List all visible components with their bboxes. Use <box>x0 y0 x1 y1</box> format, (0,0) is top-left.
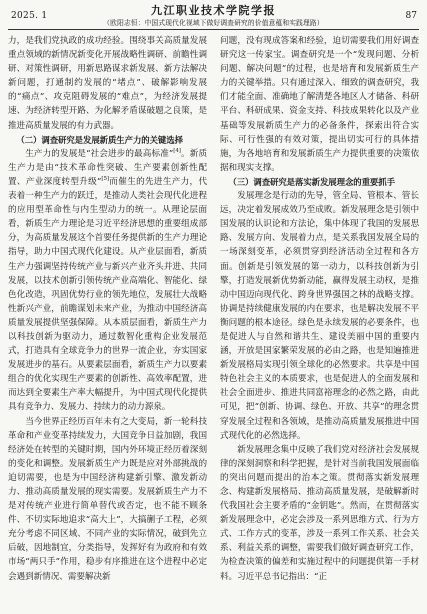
section-heading-3: （三）调查研究是落实新发展理念的重要抓手 <box>228 176 395 187</box>
citation-5: [5] <box>101 176 110 183</box>
section-heading-2: （二）调查研究是发展新质生产力的关键选择 <box>16 134 183 145</box>
citation-4: [4] <box>173 147 181 154</box>
running-header <box>0 0 427 30</box>
journal-title: 九江职业技术学院学报 <box>151 4 276 17</box>
article-running-title: （欧阳志恒：中国式现代化视域下做好调查研究的价值意蕴和实践理路） <box>103 19 324 27</box>
left-paragraph-3: 当今世界正经历百年未有之大变局，新一轮科技革命和产业变革持续发力，大国竞争日益加剧，我国经济处在转型的关键时期，国内外环境正经历着深刻的变化和调整。发展新质生产力既是应对外部挑战的迫切需要，也是为中国经济构建新引擎、激发新动力、推动高质量发展的现实需要。发展新质生产力不是对传统产业进行简单替代或否定，也不能不顾条件、不切实际地追求“高大上”，大搞蒯子工程，必须充分考虑不同区域、不同产业的实际情况，破到先立后破，因地制宜，分类指导，发挥好有为政府和有效市场“两只手”作用，稳步有序推进在这个进程中必定会遇到新情况、需要解决新 <box>8 416 207 582</box>
issue-number: 2025. 1 <box>11 11 48 21</box>
left-column <box>8 34 207 608</box>
right-paragraph-3: 新发展理念集中反映了我们党对经济社会发展规律的深刻洞察和科学把握，是针对当前我国发展面临的突出问题而提出的治本之策。贯彻落实新发展理念、构建新发展格局、推动高质量发展，是破解新时代我国社会主要矛盾的“金钥匙”。然而，在贯彻落实新发展理念中，必定会涉及一系列思维方式、行为方式、工作方式的变革，涉及一系列工作关系、社会关系、利益关系的调整，需要我们做好调查研究工作，为检查决策的偏差和实施过程中的问题提供第一手材料。习近平总书记指出：“正 <box>220 444 419 582</box>
left-paragraph-2 <box>8 147 207 415</box>
right-paragraph-2: 发展理念是行动的先导，管全局、管根本、管长远，决定着发展成效乃至成败。新发展理念是引领中国发展的认识论和方法论，集中体现了我国的发展思路、发展方向、发展着力点，是关系我国发展全局的一场深刻变革，必须贯穿到经济活动全过程和各方面。创新是引领发展的第一动力，以科技创新为引擎，打造发展新优势新动能，赢得发展主动权，是推动中国迈向现代化、跨身世界强国之林的战略支撑。协调是持续健康发展的内在要求，也是解决发展不平衡问题的根本途径。绿色是永续发展的必要条件，也是促进人与自然和谐共生、建设美丽中国的重要内涵，开放是国家繁荣发展的必由之路，也是知遍推进新发展格局实现引领全球化的必然要求。共享是中国特色社会主义的本质要求，也是促进人的全面发展和社会全面进步、推进共同富裕理念的必然之路，由此可见，把“创新、协调、绿色、开放、共享”的理念贯穿发展全过程和各领域，是推动高质量发展推进中国式现代化的必然选择。 <box>220 191 419 441</box>
header-rule <box>8 29 419 30</box>
page-number: 87 <box>405 11 417 21</box>
right-column <box>220 34 419 608</box>
right-paragraph-1: 问题，没有现成答案和经验，迫切需要我们用好调查研究这一传家宝。调查研究是一个“发现问题、分析问题、解决问题”的过程，也是培育和发展新质生产力的关键举措。只有通过深入、细致的调查研究，我们才能全面、准确地了解清楚各地区人才储备、科研平台、科研成果、资金支持、科技成果转化以及产业基础等发展新质生产力的必备条件，探索出符合实际、可行性强的有效对策，提出切实可行的具体措施，为各地培育和发展新质生产力提供重要的决策依据和现实支撑。 <box>220 36 419 173</box>
para-2-text-b: 。新质生产力是由“技术革命性突破、生产要素创新性配置、产业深度转型升级” <box>8 148 207 187</box>
left-paragraph-1: 力，是我们党执政的成功经验。围绕事关高质量发展重点领域的新情况新变化开展战略性调研、前瞻性调研、对策性调研，用新思路谋求新发展、新方法解决新问题，打通制约发展的“堵点”、破解影响发展的“痛点”、攻克阻碍发展的“难点”，为经济发展提速、为经济转型开路、为化解矛盾谋破题之良策，是推进高质量发展的有力武器。 <box>8 36 207 131</box>
para-2-text-a: 生产力的发展是“社会进步的最高标准” <box>25 148 174 159</box>
para-2-text-c: 而催生的先进生产力，代表着一种生产力的跃迁，是推动人类社会现代化进程的应用型革命性与内生型动力的统一。从理论层面看，新质生产力理论是习近平经济思想的重要组成部分，为高质量发展这个首要任务提供新的生产力理论指导，助力中国式现代化建设。从产业层面看，新质生产力强调坚持传统产业与新兴产业齐头并进、共同发展，以技术创新引领传统产业高端化、智能化、绿色化改造，巩固优势行业的领先地位，发展壮大战略性新兴产业，前瞻谋划未来产业，为推动中国经济高质量发展提供坚强保障。从本质层面看，新质生产力以科技创新为驱动力，通过数智化重构企业发展范式，打造具有全球竞争力的世界一流企业，夯实国家发展进步的基石。从要素层面看，新质生产力以要素组合的优化实现生产要素的创新性、高效率配置，进而达到全要素生产率大幅提升，为中国式现代化提供具有竞争力、发展力、持续力的动力源泉。 <box>8 176 207 413</box>
